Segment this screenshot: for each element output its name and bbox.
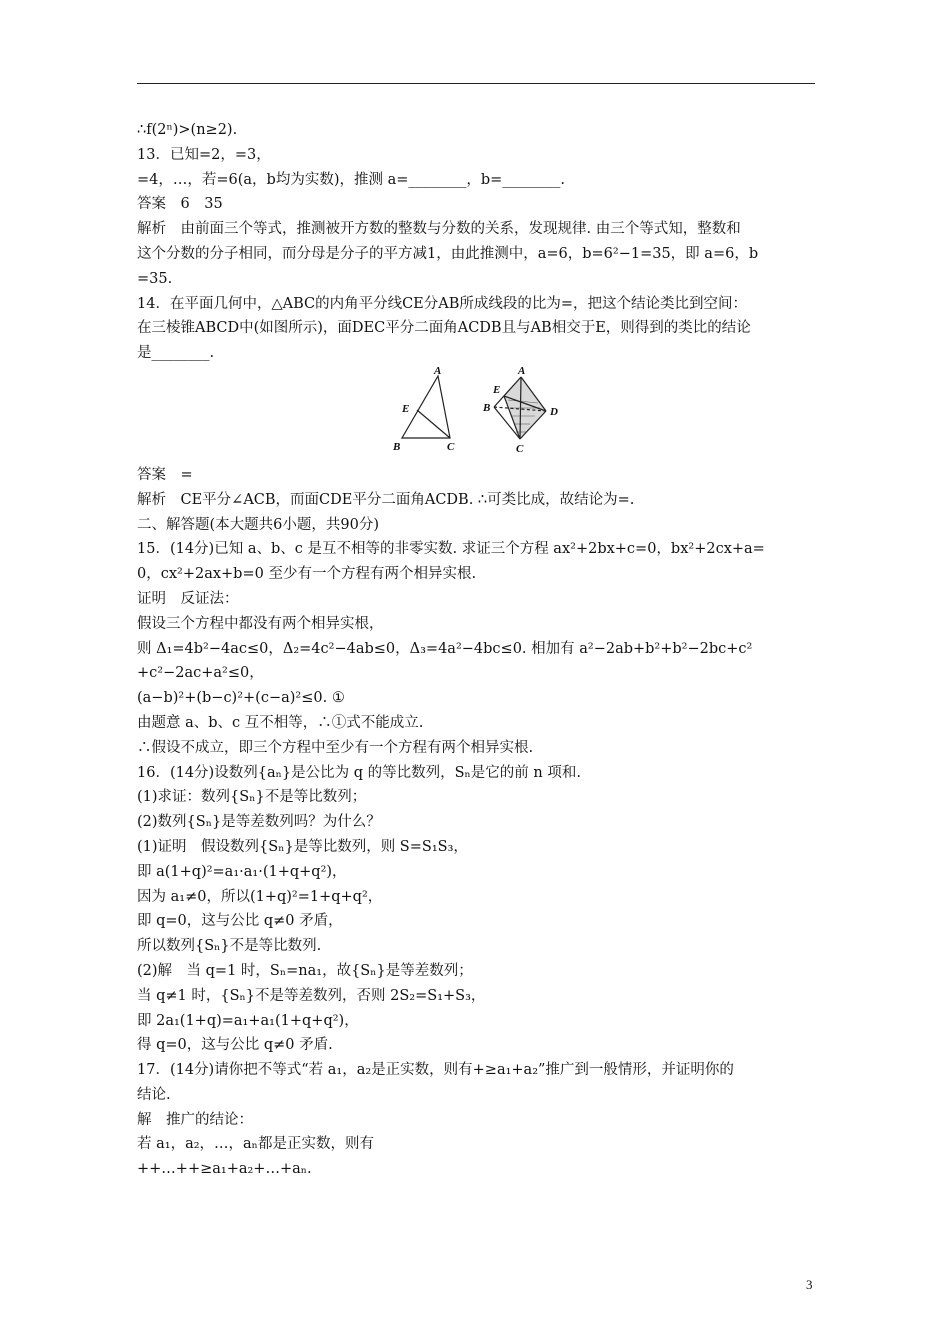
geometry-diagram bbox=[390, 366, 570, 460]
label-a: A bbox=[518, 365, 526, 377]
text-line: 由题意 a、b、c 互不相等，∴①式不能成立. bbox=[137, 714, 424, 731]
text-line: 答案 6 35 bbox=[137, 196, 223, 213]
page-body bbox=[137, 118, 815, 1182]
text-block-a bbox=[137, 118, 815, 366]
text-line: 证明 反证法： bbox=[137, 590, 239, 607]
text-line: 0，cx²+2ax+b=0 至少有一个方程有两个相异实根. bbox=[137, 566, 477, 583]
text-line: (2)解 当 q=1 时，Sₙ=na₁，故{Sₙ}是等差数列； bbox=[137, 962, 473, 979]
text-line: (1)求证：数列{Sₙ}不是等比数列； bbox=[137, 789, 367, 806]
text-line: ∴f(2ⁿ)>(n≥2). bbox=[137, 122, 238, 138]
text-line: 二、解答题(本大题共6小题，共90分) bbox=[137, 516, 379, 533]
label-c: C bbox=[447, 440, 455, 453]
text-line: (a−b)²+(b−c)²+(c−a)²≤0. ① bbox=[137, 690, 345, 707]
text-line: =35. bbox=[137, 270, 173, 287]
text-line: 所以数列{Sₙ}不是等比数列. bbox=[137, 938, 322, 955]
text-line: 得 q=0，这与公比 q≠0 矛盾. bbox=[137, 1037, 333, 1054]
text-line: 这个分数的分子相同，而分母是分子的平方减1，由此推测中，a=6，b=6²−1=35，即 a=6，b bbox=[137, 245, 759, 262]
text-line: 14．在平面几何中，△ABC的内角平分线CE分AB所成线段的比为=，把这个结论类比到空间： bbox=[137, 295, 748, 312]
geometry-figure bbox=[137, 366, 815, 463]
label-d: D bbox=[550, 405, 558, 418]
text-line: (2)数列{Sₙ}是等差数列吗？为什么？ bbox=[137, 814, 381, 831]
text-line: 因为 a₁≠0，所以(1+q)²=1+q+q²， bbox=[137, 888, 383, 905]
text-line: 解析 由前面三个等式，推测被开方数的整数与分数的关系，发现规律. 由三个等式知，整数和 bbox=[137, 221, 741, 238]
header-rule bbox=[137, 83, 815, 84]
text-line: 则 Δ₁=4b²−4ac≤0，Δ₂=4c²−4ab≤0，Δ₃=4a²−4bc≤0. 相加有 a²−2ab+b²+b²−2bc+c² bbox=[137, 640, 753, 657]
text-line: 即 a(1+q)²=a₁·a₁·(1+q+q²)， bbox=[137, 863, 347, 880]
text-line: 假设三个方程中都没有两个相异实根， bbox=[137, 615, 384, 632]
text-line: 即 2a₁(1+q)=a₁+a₁(1+q+q²)， bbox=[137, 1012, 359, 1029]
text-line: 13．已知=2，=3， bbox=[137, 146, 271, 163]
label-b: B bbox=[393, 440, 401, 453]
label-e: E bbox=[493, 383, 501, 396]
text-line: 在三棱锥ABCD中(如图所示)，面DEC平分二面角ACDB且与AB相交于E，则得到的类比的结论 bbox=[137, 320, 751, 337]
label-c: C bbox=[516, 442, 524, 455]
label-a: A bbox=[434, 365, 442, 377]
text-line: 解析 CE平分∠ACB，而面CDE平分二面角ACDB. ∴可类比成，故结论为=. bbox=[137, 491, 635, 508]
text-line: 17．(14分)请你把不等式“若 a₁，a₂是正实数，则有+≥a₁+a₂”推广到一般情形，并证明你的 bbox=[137, 1062, 734, 1079]
text-line: ++…++≥a₁+a₂+…+aₙ. bbox=[137, 1161, 312, 1178]
text-line: ∴假设不成立，即三个方程中至少有一个方程有两个相异实根. bbox=[137, 739, 534, 756]
tetrahedron-figure bbox=[494, 377, 546, 439]
text-line: =4，…，若=6(a，b均为实数)，推测 a=________，b=________. bbox=[137, 171, 565, 188]
text-line: 15．(14分)已知 a、b、c 是互不相等的非零实数. 求证三个方程 ax²+2bx+c=0，bx²+2cx+a= bbox=[137, 541, 765, 558]
text-line: 答案 = bbox=[137, 466, 193, 483]
text-line: +c²−2ac+a²≤0， bbox=[137, 665, 264, 682]
text-line: 当 q≠1 时，{Sₙ}不是等差数列，否则 2S₂=S₁+S₃， bbox=[137, 987, 486, 1004]
text-line: 若 a₁，a₂，…，aₙ都是正实数，则有 bbox=[137, 1136, 374, 1153]
page-number: 3 bbox=[806, 1277, 813, 1292]
label-e: E bbox=[402, 402, 410, 415]
text-line: (1)证明 假设数列{Sₙ}是等比数列，则 S=S₁S₃， bbox=[137, 838, 468, 855]
text-line: 16．(14分)设数列{aₙ}是公比为 q 的等比数列，Sₙ是它的前 n 项和. bbox=[137, 764, 581, 781]
text-block-b bbox=[137, 463, 815, 1182]
text-line: 是________. bbox=[137, 345, 215, 362]
text-line: 即 q=0，这与公比 q≠0 矛盾， bbox=[137, 913, 343, 930]
label-b: B bbox=[483, 401, 491, 414]
text-line: 解 推广的结论： bbox=[137, 1111, 253, 1128]
text-line: 结论. bbox=[137, 1086, 171, 1103]
